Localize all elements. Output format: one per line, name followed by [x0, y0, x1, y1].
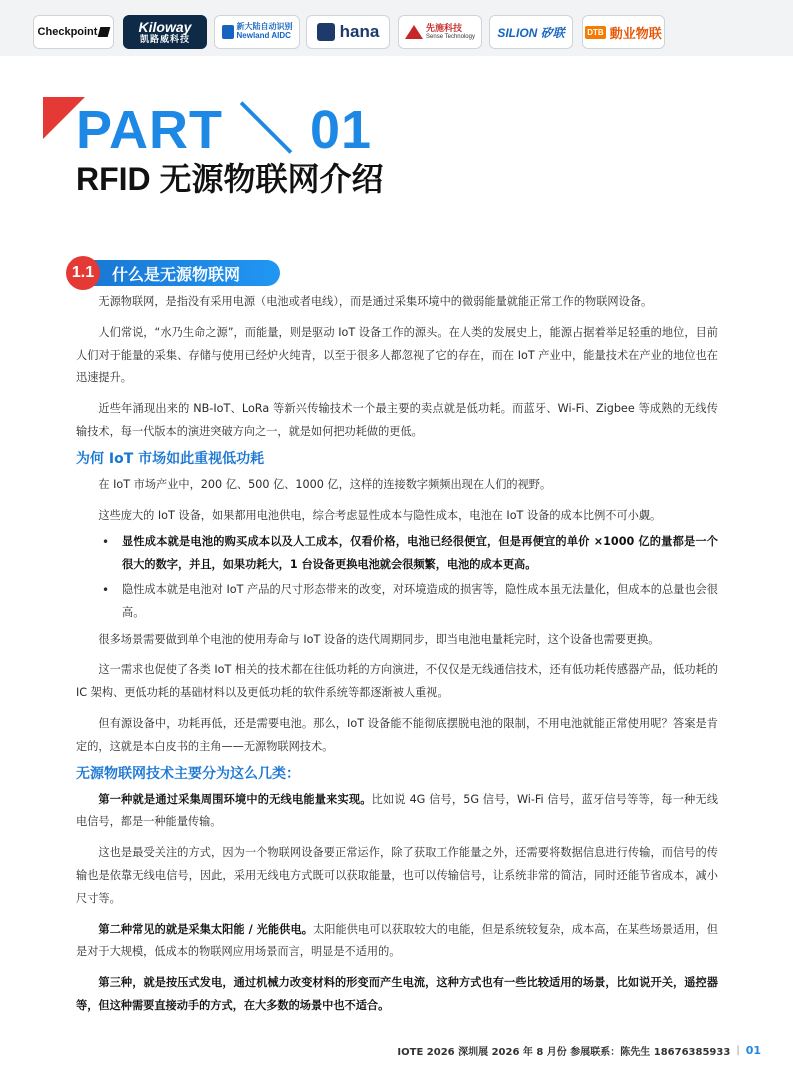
part-title: PART ＼ 01	[76, 100, 373, 160]
paragraph-rest: 比如说 4G 信号，5G 信号，Wi-Fi 信号，蓝牙信号等等，每一种无线电信号，都是一种能量传输。	[76, 792, 718, 829]
paragraph-lead: 第二种常见的就是采集太阳能 / 光能供电。	[98, 922, 313, 936]
silion-logo-text: SILION 矽联	[497, 25, 565, 40]
newland-logo-en: Newland AIDC	[236, 31, 291, 40]
paragraph-rest: 太阳能供电可以获取较大的电能，但是系统较复杂，成本高，在某些场景适用，但是对于大规模，低成本的物联网应用场景而言，明显是不适用的。	[76, 922, 718, 959]
bullet-text: 隐性成本就是电池对 IoT 产品的尺寸形态带来的改变，对环境造成的损害等，隐性成本虽无法量化，但成本的总量也会很高。	[122, 582, 718, 619]
dtb-logo	[582, 15, 665, 49]
sense-logo	[398, 15, 482, 49]
checkpoint-mark-icon	[98, 27, 111, 37]
paragraph: 这些庞大的 IoT 设备，如果都用电池供电，综合考虑显性成本与隐性成本，电池在 IoT 设备的成本比例不可小觑。	[98, 508, 662, 522]
footer-contact-text: IOTE 2026 深圳展 2026 年 8 月份 参展联系：陈先生 18676385933	[397, 1047, 731, 1058]
paragraph: 这一需求也促使了各类 IoT 相关的技术都在往低功耗的方向演进，不仅仅是无线通信技术，还有低功耗传感器产品，低功耗的 IC 架构、更低功耗的基础材料以及更低功耗的软件系统等都逐渐被人重视。	[76, 663, 718, 700]
newland-mark-icon	[222, 25, 234, 39]
paragraph	[76, 789, 718, 835]
subheading-why-low-power: 为何 IoT 市场如此重视低功耗	[76, 450, 265, 467]
paragraph: 近些年涌现出来的 NB-IoT、LoRa 等新兴传输技术一个最主要的卖点就是低功耗。而蓝牙、Wi-Fi、Zigbee 等成熟的无线传输技术，每一代版本的演进突破方向之一，就是如何把功耗做的更低。	[76, 402, 718, 438]
hana-logo-text: hana	[339, 22, 380, 41]
cost-bullet-list	[76, 531, 718, 624]
subheading-technology-types: 无源物联网技术主要分为这么几类：	[76, 765, 300, 782]
paragraph: 但有源设备中，功耗再低，还是需要电池。那么，IoT 设备能不能彻底摆脱电池的限制，不用电池就能正常使用呢？答案是肯定的，这就是本白皮书的主角——无源物联网技术。	[76, 716, 718, 753]
newland-logo	[214, 15, 300, 49]
sense-mark-icon	[405, 25, 423, 39]
paragraph: 在 IoT 市场产业中，200 亿、500 亿、1000 亿，这样的连接数字频频出现在人们的视野。	[98, 477, 552, 491]
dtb-logo-cn: 動业物联	[609, 25, 662, 41]
footer-separator: |	[736, 1045, 740, 1056]
section-number-badge: 1.1	[66, 256, 100, 290]
paragraph-rest: 通过机械力改变材料的形变而产生电流，这种方式也有一些比较适用的场景，比如说开关，遥控器等，但这种需要直接动手的方式，在大多数的场景中也不适合。	[76, 976, 718, 1012]
list-item	[76, 579, 718, 625]
dtb-mark-icon: DTB	[587, 27, 604, 37]
sense-logo-en: Sense Technology	[426, 33, 475, 40]
newland-logo-cn: 新大陆自动识别	[236, 22, 293, 32]
part-subtitle: RFID 无源物联网介绍	[76, 161, 384, 197]
silion-logo	[489, 15, 573, 49]
list-item	[76, 531, 718, 577]
paragraph: 无源物联网，是指没有采用电源（电池或者电线），而是通过采集环境中的微弱能量就能正常工作的物联网设备。	[98, 295, 653, 308]
section-title: 什么是无源物联网	[112, 264, 241, 284]
page-number: 01	[745, 1044, 761, 1057]
paragraph	[76, 919, 718, 965]
kiloway-logo-cn: 凯路威科技	[139, 34, 190, 44]
bullet-text: 显性成本就是电池的购买成本以及人工成本，仅看价格，电池已经很便宜，但是再便宜的单价 ×1000 亿的量都是一个很大的数字，并且，如果功耗大，1 台设备更换电池就会很频繁，电池的成本更高。	[122, 535, 718, 572]
sponsor-logo-bar	[0, 0, 793, 56]
paragraph-lead: 第一种就是通过采集周围环境中的无线电能量来实现。	[98, 792, 372, 806]
hana-mark-icon	[317, 23, 335, 41]
checkpoint-logo-text: Checkpoint	[37, 26, 98, 38]
section-heading	[66, 258, 280, 288]
bullet-icon: •	[102, 535, 110, 550]
paragraph: 人们常说，“水乃生命之源”，而能量，则是驱动 IoT 设备工作的源头。在人类的发展史上，能源占据着举足轻重的地位，目前人们对于能量的采集、存储与使用已经炉火纯青，以至于很多人都忽视了它的存在，而在 IoT 产业中，能量技术在产业的地位也在迅速提升。	[76, 325, 718, 385]
paragraph: 这也是最受关注的方式，因为一个物联网设备要正常运作，除了获取工作能量之外，还需要将数据信息进行传输，而信号的传输也是依靠无线电信号，因此，采用无线电方式既可以获取能量，也可以传输信号，让系统非常的简洁，同时还能节省成本，减小尺寸等。	[76, 846, 718, 905]
checkpoint-logo	[33, 15, 114, 49]
paragraph	[76, 972, 718, 1018]
sense-logo-cn: 先施科技	[426, 22, 463, 33]
kiloway-logo-en: Kiloway	[138, 19, 192, 35]
paragraph: 很多场景需要做到单个电池的使用寿命与 IoT 设备的迭代周期同步，即当电池电量耗完时，这个设备也需要更换。	[98, 632, 660, 646]
paragraph-lead: 第三种，就是按压式发电，	[98, 976, 234, 990]
bullet-icon: •	[102, 582, 110, 597]
kiloway-logo	[123, 15, 207, 49]
page-footer	[397, 1043, 761, 1058]
hana-logo	[306, 15, 390, 49]
article-body	[76, 291, 718, 1026]
